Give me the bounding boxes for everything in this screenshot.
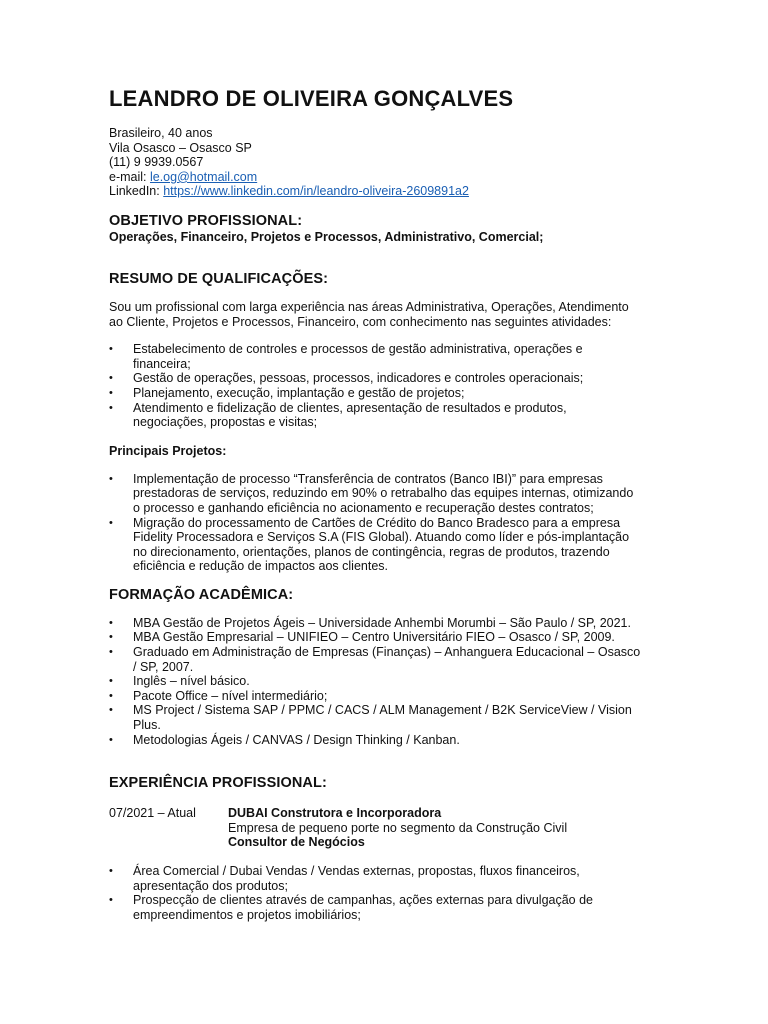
job-company: DUBAI Construtora e Incorporadora [228, 806, 442, 821]
email-label: e-mail: [109, 169, 150, 184]
list-item: • Migração do processamento de Cartões de Crédito do Banco Bradesco para a empresa Fidelity Processadora e Serviços S.A (FIS Global). Atuando como líder e pós-implantação no direcionamento, orientações, planos de contingência, regras de produtos, trazendo eficiência e redução de impactos aos clientes. [109, 516, 669, 574]
list-item: • MS Project / Sistema SAP / PPMC / CACS / ALM Management / B2K ServiceView / Vision Plus. [109, 703, 669, 732]
email-link[interactable]: le.og@hotmail.com [149, 169, 258, 184]
address: Vila Osasco – Osasco SP [109, 140, 252, 155]
list-item: • MBA Gestão de Projetos Ágeis – Universidade Anhembi Morumbi – São Paulo / SP, 2021. [109, 616, 669, 631]
projetos-title: Principais Projetos: [109, 443, 227, 458]
email-line [109, 170, 669, 185]
experiencia-title: EXPERIÊNCIA PROFISSIONAL: [109, 775, 327, 792]
list-item: • Implementação de processo “Transferência de contratos (Banco IBI)” para empresas prestadoras de serviços, reduzindo em 90% o retrabalho das equipes internas, otimizando o processo e ganhando eficiência no acionamento e recuperação destes contratos; [109, 472, 669, 516]
nationality-age: Brasileiro, 40 anos [109, 126, 213, 140]
job-date: 07/2021 – Atual [109, 806, 196, 821]
list-item: • Estabelecimento de controles e processos de gestão administrativa, operações e financeira; [109, 342, 669, 371]
linkedin-link[interactable]: https://www.linkedin.com/in/leandro-oliveira-2609891a2 [163, 184, 469, 199]
resumo-list [109, 342, 669, 430]
list-item: • Graduado em Administração de Empresas (Finanças) – Anhanguera Educacional – Osasco / SP, 2007. [109, 645, 669, 674]
list-item: • Área Comercial / Dubai Vendas / Vendas externas, propostas, fluxos financeiros, apresentação dos produtos; [109, 864, 669, 893]
job-description: Empresa de pequeno porte no segmento da Construção Civil [228, 820, 568, 835]
contact-block [109, 126, 669, 199]
list-item: • Metodologias Ágeis / CANVAS / Design Thinking / Kanban. [109, 733, 669, 748]
linkedin-label: LinkedIn: [109, 184, 164, 199]
candidate-name: LEANDRO DE OLIVEIRA GONÇALVES [109, 86, 514, 111]
list-item: • Atendimento e fidelização de clientes, apresentação de resultados e produtos, negociações, propostas e visitas; [109, 401, 669, 430]
list-item: • Pacote Office – nível intermediário; [109, 689, 669, 704]
list-item: • Gestão de operações, pessoas, processos, indicadores e controles operacionais; [109, 371, 669, 386]
resumo-title: RESUMO DE QUALIFICAÇÕES: [109, 270, 329, 287]
job-entry [109, 806, 669, 850]
resumo-intro [109, 300, 669, 329]
list-item: • Prospecção de clientes através de campanhas, ações externas para divulgação de empreendimentos e projetos imobiliários; [109, 893, 669, 922]
formacao-list [109, 616, 669, 747]
list-item: • Planejamento, execução, implantação e gestão de projetos; [109, 386, 669, 401]
linkedin-line [109, 184, 669, 199]
objetivo-text: Operações, Financeiro, Projetos e Processos, Administrativo, Comercial; [109, 229, 544, 244]
phone: (11) 9 9939.0567 [109, 155, 204, 170]
list-item: • MBA Gestão Empresarial – UNIFIEO – Centro Universitário FIEO – Osasco / SP, 2009. [109, 630, 669, 645]
experiencia-list [109, 864, 669, 922]
resumo-intro-line: Sou um profissional com larga experiência nas áreas Administrativa, Operações, Atendimento [109, 299, 629, 314]
objetivo-title: OBJETIVO PROFISSIONAL: [109, 212, 303, 229]
resume-document [109, 86, 669, 922]
list-item: • Inglês – nível básico. [109, 674, 669, 689]
resumo-intro-line: ao Cliente, Projetos e Processos, Financeiro, com conhecimento nas seguintes atividades: [109, 314, 612, 329]
job-role: Consultor de Negócios [228, 835, 365, 850]
projetos-list [109, 472, 669, 574]
formacao-title: FORMAÇÃO ACADÊMICA: [109, 586, 294, 603]
